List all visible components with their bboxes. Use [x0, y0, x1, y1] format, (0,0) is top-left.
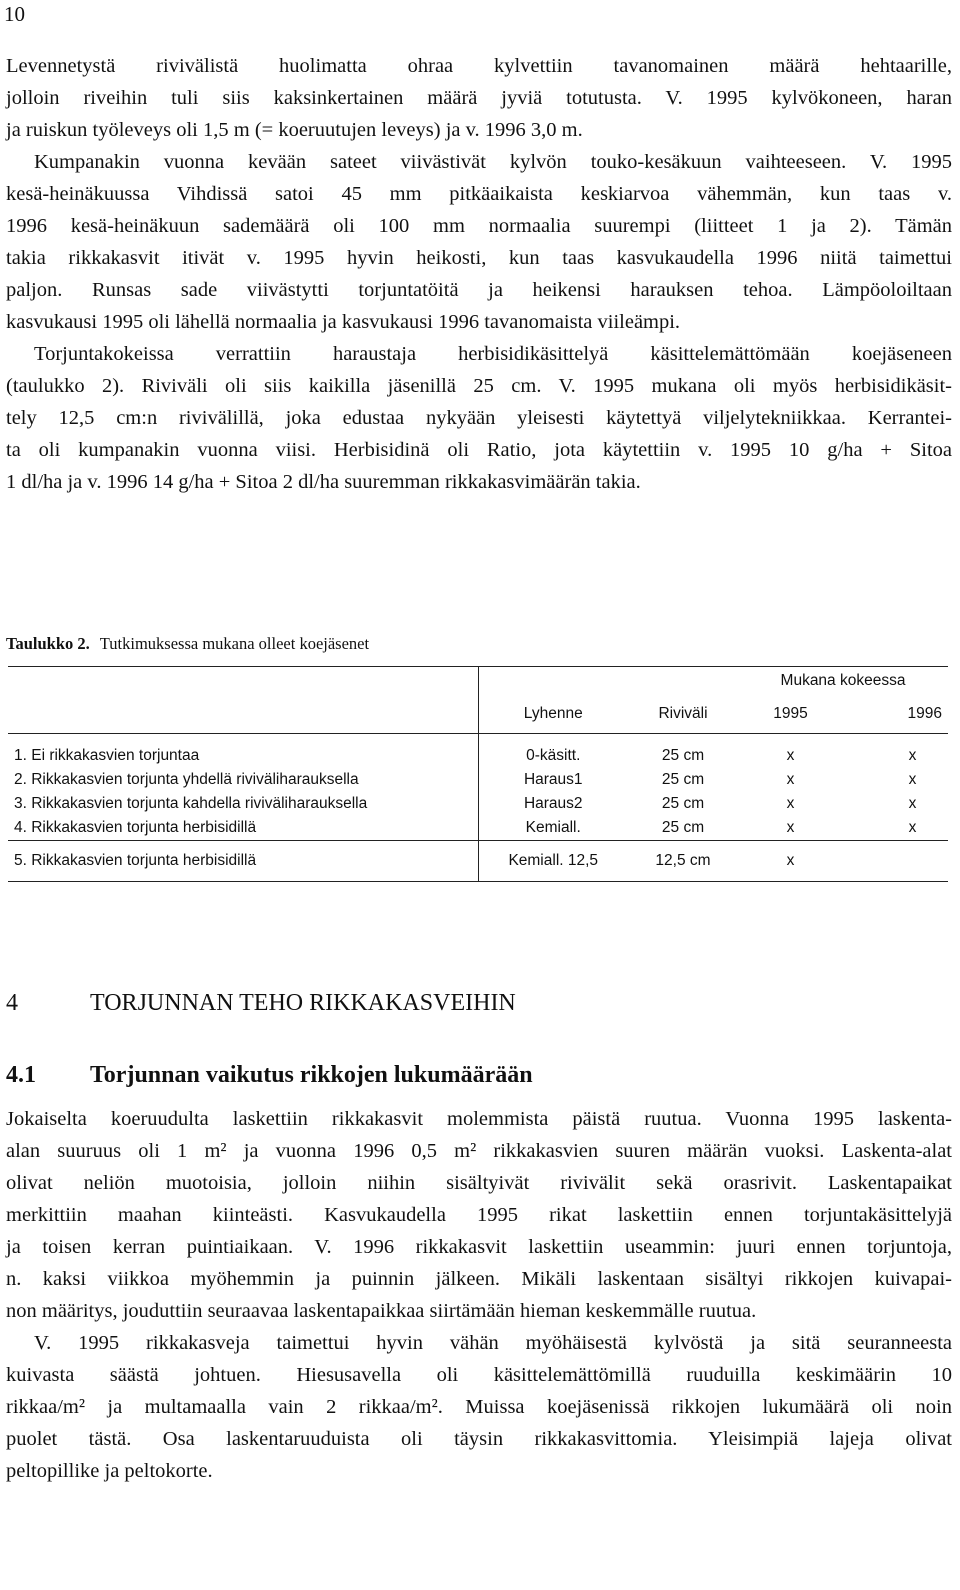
table-cell: x: [786, 771, 795, 788]
text-line: ja ruiskun työleveys oli 1,5 m (= koeruutujen leveys) ja v. 1996 3,0 m.: [6, 119, 583, 141]
text-line: merkittiin maahan kiinteästi. Kasvukaudella 1995 rikat laskettiin ennen torjuntakäsittelyjä: [6, 1204, 952, 1226]
text-line: ta oli kumpanakin vuonna viisi. Herbisidinä oli Ratio, jota käytettiin v. 1995 10 g/ha + Sitoa: [6, 439, 952, 461]
table-cell: 5. Rikkakasvien torjunta herbisidillä: [8, 841, 478, 882]
section-number: 4: [6, 990, 18, 1016]
text-line: ja toisen kerran puintiaikaan. V. 1996 rikkakasvit laskettiin useammin: juuri ennen torjuntoja,: [6, 1236, 952, 1258]
text-line: kasvukausi 1995 oli lähellä normaalia ja kasvukausi 1996 tavanomaista viileämpi.: [6, 311, 681, 333]
table-header-cell: [8, 667, 478, 696]
table-cell: Kemiall. 12,5: [478, 841, 628, 882]
text-line: tely 12,5 cm:n rivivälillä, joka edustaa nykyään yleisesti käytettyä viljelytekniikkaa. Kerrantei-: [6, 407, 952, 429]
table-cell: 25 cm: [661, 747, 705, 764]
table-caption-label: Taulukko 2.: [6, 634, 90, 653]
text-line: 1996 kesä-heinäkuun sademäärä oli 100 mm normaalia suurempi (liitteet 1 ja 2). Tämän: [6, 215, 952, 237]
table-header-cell: [628, 667, 738, 696]
table-row: [8, 816, 948, 841]
text-line: paljon. Runsas sade viivästytti torjuntatöitä ja heikensi harauksen tehoa. Lämpöoloiltaan: [6, 279, 952, 301]
table-row: [8, 841, 948, 882]
table-cell: x: [908, 747, 917, 764]
table-caption-text: Tutkimuksessa mukana olleet koejäsenet: [99, 634, 370, 653]
table-header-cell: Lyhenne: [478, 695, 628, 734]
text-line: Kumpanakin vuonna kevään sateet viivästivät kylvön touko-kesäkuun vaihteeseen. V. 1995: [34, 151, 952, 173]
table-header-cell: 1995: [738, 695, 843, 734]
text-line: olivat neliön muotoisia, jolloin niihin sisältyivät rivivälit sekä orasrivit. Laskentapaikat: [6, 1172, 952, 1194]
table-cell: 1. Ei rikkakasvien torjuntaa: [14, 747, 200, 764]
table-cell: 4. Rikkakasvien torjunta herbisidillä: [14, 819, 257, 836]
table-cell: 12,5 cm: [628, 841, 738, 882]
table-cell: Haraus1: [478, 768, 628, 792]
text-line: kuivasta säästä johtuen. Hiesusavella oli käsittelemättömillä ruuduilla keskimäärin 10: [6, 1364, 952, 1386]
table-header-cell: Riviväli: [628, 695, 738, 734]
text-line: puolet tästä. Osa laskentaruuduista oli täysin rikkakasvittomia. Yleisimpiä lajeja olivat: [6, 1428, 952, 1450]
table-cell: Kemiall.: [478, 816, 628, 841]
paragraph-weed-counts: [6, 1103, 952, 1487]
table-row: [8, 734, 948, 769]
text-line: peltopillike ja peltokorte.: [6, 1460, 213, 1482]
table-cell: 25 cm: [661, 819, 705, 836]
table-cell: x: [786, 747, 795, 764]
table-cell: 0-käsitt.: [478, 734, 628, 769]
table-cell: 3. Rikkakasvien torjunta kahdella riviväliharauksella: [14, 795, 368, 812]
section-title: TORJUNNAN TEHO RIKKAKASVEIHIN: [90, 990, 516, 1016]
paragraph-field-conditions: [6, 50, 952, 498]
table-cell: 25 cm: [661, 771, 705, 788]
section-heading: [6, 990, 516, 1017]
table-row: [8, 792, 948, 816]
text-line: alan suuruus oli 1 m² ja vuonna 1996 0,5 m² rikkakasvien suuren määrän vuoksi. Laskenta-alat: [6, 1140, 952, 1162]
text-line: non määritys, jouduttiin seuraavaa laskentapaikkaa siirtämään hieman keskemmälle ruutua.: [6, 1300, 757, 1322]
table-cell: 25 cm: [661, 795, 705, 812]
table-cell: x: [908, 795, 917, 812]
page-number: 10: [4, 2, 25, 26]
table-header-cell: [478, 667, 628, 696]
text-line: takia rikkakasvit itivät v. 1995 hyvin heikosti, kun taas kasvukaudella 1996 niitä taimettui: [6, 247, 952, 269]
table-cell: Haraus2: [478, 792, 628, 816]
table-cell: x: [908, 819, 917, 836]
table-header-group-row: [8, 667, 948, 696]
text-line: 1 dl/ha ja v. 1996 14 g/ha + Sitoa 2 dl/ha suuremman rikkakasvimäärän takia.: [6, 471, 641, 493]
table-cell: x: [908, 771, 917, 788]
subsection-number: 4.1: [6, 1062, 36, 1088]
table-cell: [843, 841, 948, 882]
table-header-row: [8, 695, 948, 734]
text-line: jolloin riveihin tuli siis kaksinkertainen määrä jyviä totutusta. V. 1995 kylvökoneen, haran: [6, 87, 952, 109]
text-line: Levennetystä rivivälistä huolimatta ohraa kylvettiin tavanomainen määrä hehtaarille,: [6, 55, 952, 77]
text-line: rikkaa/m² ja multamaalla vain 2 rikkaa/m². Muissa koejäsenissä rikkojen lukumäärä oli noin: [6, 1396, 952, 1418]
table-row: [8, 768, 948, 792]
table-cell: x: [786, 795, 795, 812]
subsection-title: Torjunnan vaikutus rikkojen lukumäärään: [90, 1062, 533, 1088]
treatments-table: [8, 666, 948, 882]
table-header-cell: [8, 695, 478, 734]
text-line: Jokaiselta koeruudulta laskettiin rikkakasvit molemmista päistä ruutua. Vuonna 1995 laskenta-: [6, 1108, 952, 1130]
text-line: (taulukko 2). Riviväli oli siis kaikilla jäsenillä 25 cm. V. 1995 mukana oli myös herbisidikäsit-: [6, 375, 952, 397]
text-line: Torjuntakokeissa verrattiin haraustaja herbisidikäsittelyä käsittelemättömään koejäseneen: [34, 343, 952, 365]
table-cell: x: [786, 819, 795, 836]
subsection-heading: [6, 1062, 533, 1089]
text-line: V. 1995 rikkakasveja taimettui hyvin vähän myöhäisestä kylvöstä ja sitä seuranneesta: [34, 1332, 952, 1354]
table-header-group: Mukana kokeessa: [738, 667, 948, 696]
table-cell: 2. Rikkakasvien torjunta yhdellä riviväliharauksella: [14, 771, 359, 788]
table-cell: x: [738, 841, 843, 882]
text-line: kesä-heinäkuussa Vihdissä satoi 45 mm pitkäaikaista keskiarvoa vähemmän, kun taas v.: [6, 183, 952, 205]
text-line: n. kaksi viikkoa myöhemmin ja puinnin jälkeen. Mikäli laskentaan sisältyi rikkojen kuivapai-: [6, 1268, 952, 1290]
table-caption: [6, 634, 369, 654]
table-header-cell: 1996: [843, 695, 948, 734]
